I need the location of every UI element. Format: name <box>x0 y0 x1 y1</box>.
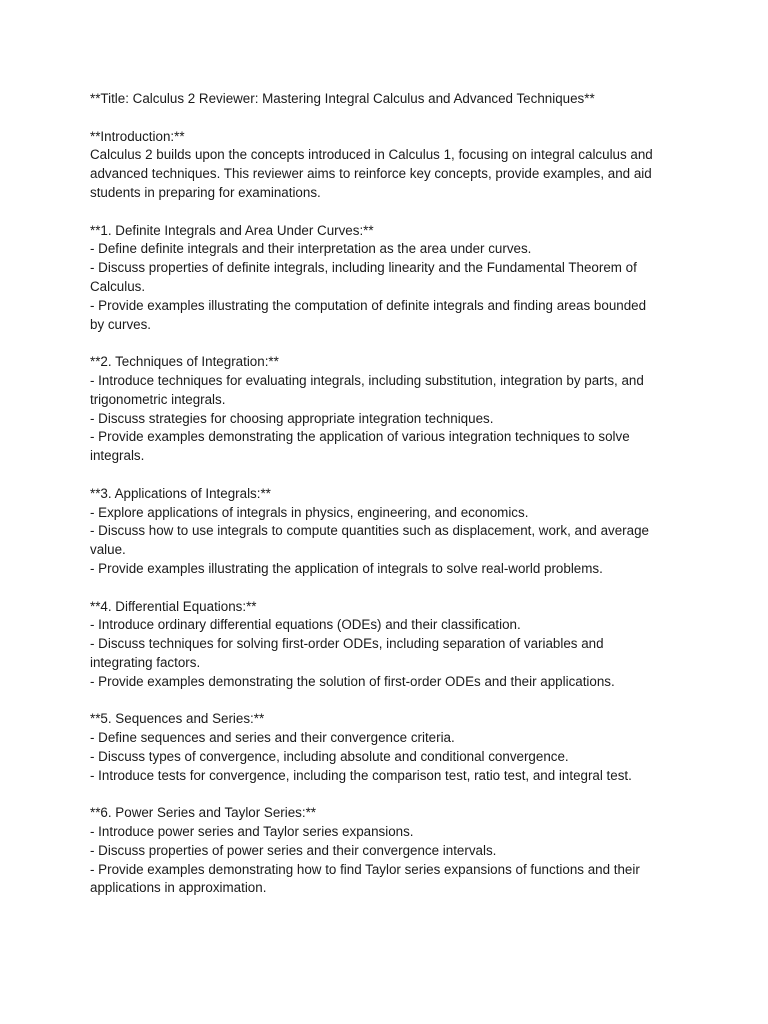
section-line: trigonometric integrals. <box>90 391 226 407</box>
section-line: - Provide examples illustrating the application of integrals to solve real-world problems. <box>90 560 603 576</box>
section-line: applications in approximation. <box>90 880 267 896</box>
section-line: - Provide examples illustrating the computation of definite integrals and finding areas bounded <box>90 297 647 313</box>
section-line: - Introduce techniques for evaluating integrals, including substitution, integration by parts, and <box>90 372 644 388</box>
section-line: - Explore applications of integrals in physics, engineering, and economics. <box>90 504 529 520</box>
section-heading: **5. Sequences and Series:** <box>90 711 265 727</box>
section-line: - Discuss techniques for solving first-order ODEs, including separation of variables and <box>90 636 604 652</box>
document-title: **Title: Calculus 2 Reviewer: Mastering Integral Calculus and Advanced Techniques** <box>90 91 595 106</box>
section-line: - Discuss strategies for choosing appropriate integration techniques. <box>90 410 494 426</box>
spacer <box>90 334 690 353</box>
section-heading: **2. Techniques of Integration:** <box>90 354 279 370</box>
section-line: Calculus. <box>90 278 146 294</box>
spacer <box>90 109 690 128</box>
section-line: - Discuss types of convergence, including absolute and conditional convergence. <box>90 748 569 764</box>
section-line: - Discuss properties of definite integrals, including linearity and the Fundamental Theorem of <box>90 260 637 276</box>
section-line: - Define definite integrals and their interpretation as the area under curves. <box>90 241 532 257</box>
spacer <box>90 466 690 485</box>
section-line: integrals. <box>90 448 145 464</box>
section-line: - Provide examples demonstrating how to find Taylor series expansions of functions and their <box>90 861 640 877</box>
section-line: integrating factors. <box>90 654 201 670</box>
section-line: - Introduce ordinary differential equations (ODEs) and their classification. <box>90 617 521 633</box>
section-heading: **6. Power Series and Taylor Series:** <box>90 805 317 821</box>
section-heading: **1. Definite Integrals and Area Under Curves:** <box>90 222 374 238</box>
spacer <box>90 579 690 598</box>
spacer <box>90 785 690 804</box>
intro-line: Calculus 2 builds upon the concepts introduced in Calculus 1, focusing on integral calculus and <box>90 147 653 163</box>
section-line: - Discuss how to use integrals to compute quantities such as displacement, work, and average <box>90 523 649 539</box>
section-line: value. <box>90 542 126 558</box>
spacer <box>90 203 690 222</box>
intro-line: advanced techniques. This reviewer aims to reinforce key concepts, provide examples, and aid <box>90 166 652 182</box>
section-line: by curves. <box>90 316 152 332</box>
section-line: - Provide examples demonstrating the solution of first-order ODEs and their applications. <box>90 673 615 689</box>
section-line: - Introduce tests for convergence, including the comparison test, ratio test, and integral test. <box>90 767 632 783</box>
intro-line: students in preparing for examinations. <box>90 184 321 200</box>
section-line: - Introduce power series and Taylor series expansions. <box>90 824 414 840</box>
section-line: - Discuss properties of power series and their convergence intervals. <box>90 842 497 858</box>
intro-heading: **Introduction:** <box>90 128 185 144</box>
spacer <box>90 692 690 711</box>
section-heading: **4. Differential Equations:** <box>90 598 257 614</box>
section-line: - Define sequences and series and their convergence criteria. <box>90 730 455 746</box>
section-heading: **3. Applications of Integrals:** <box>90 485 271 501</box>
document-page <box>90 90 690 898</box>
section-line: - Provide examples demonstrating the application of various integration techniques to solve <box>90 429 630 445</box>
